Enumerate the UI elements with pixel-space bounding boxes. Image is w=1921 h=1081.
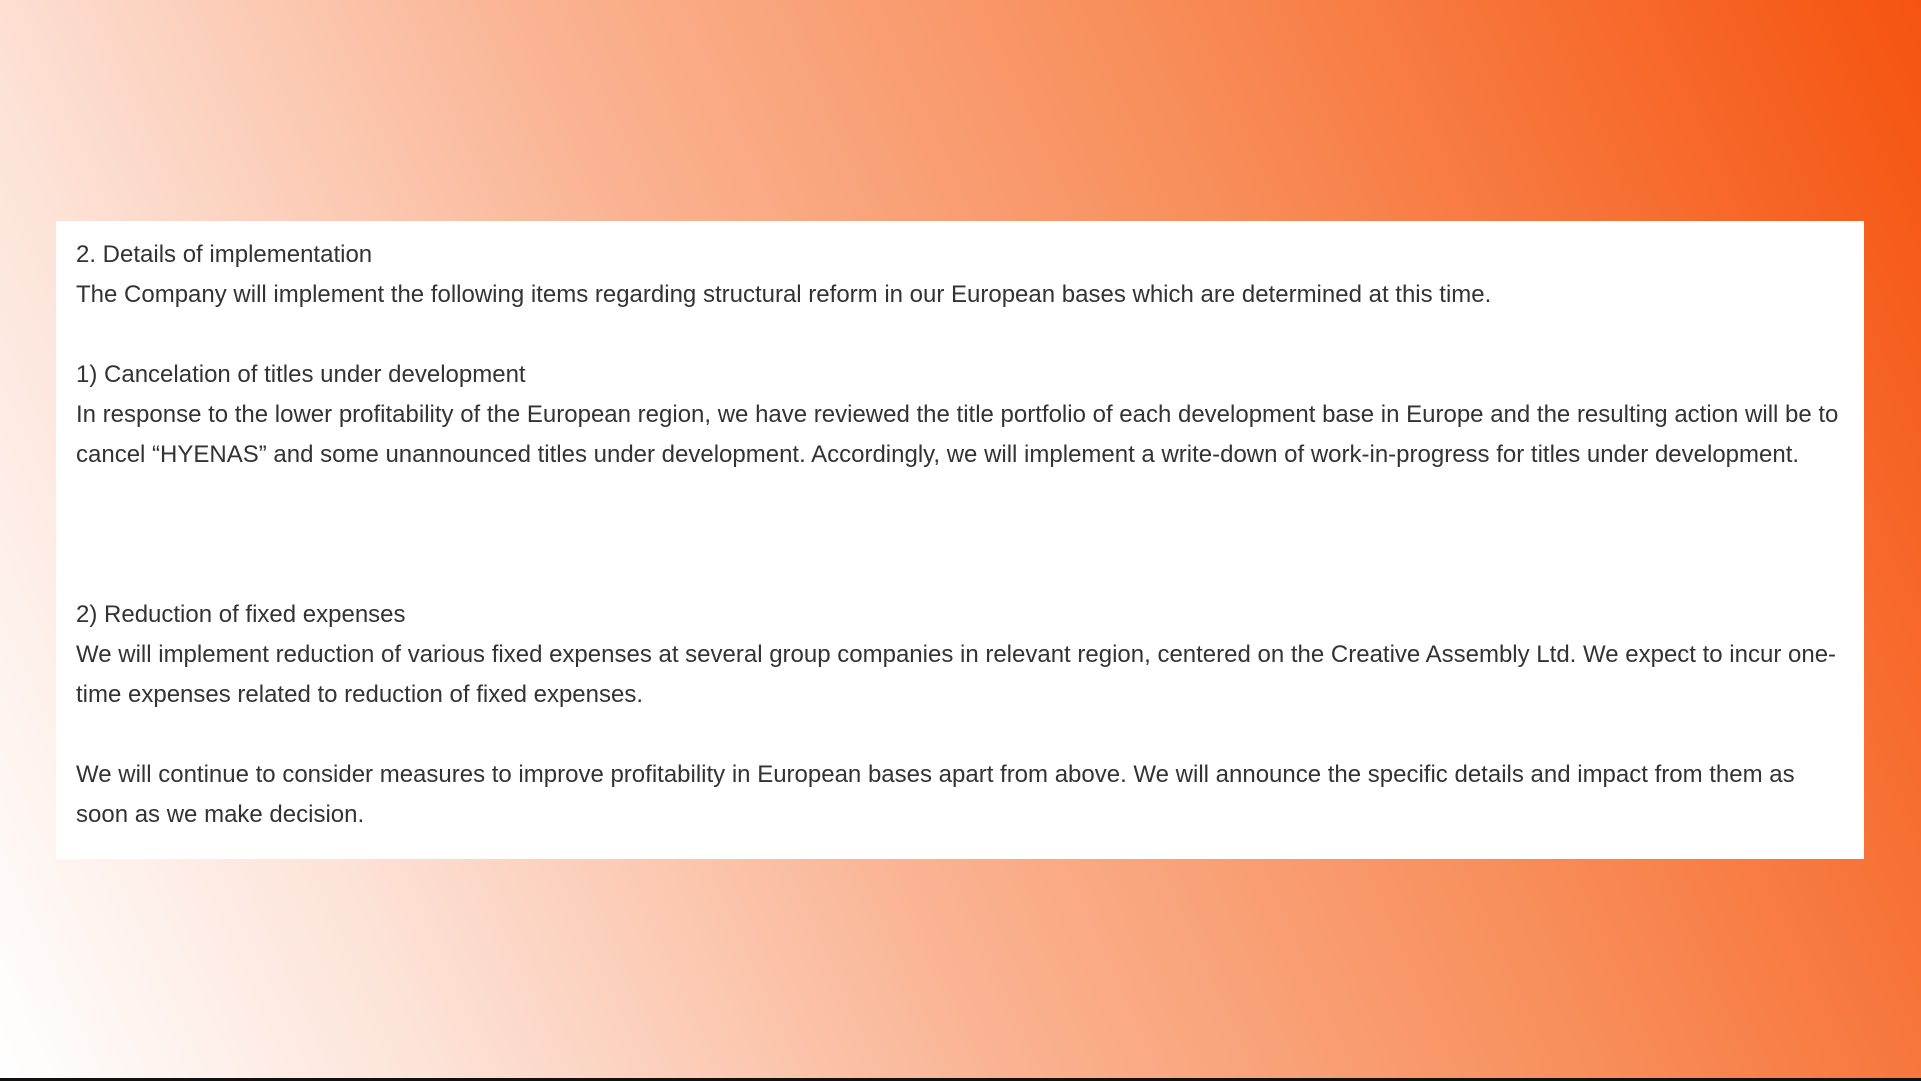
section-heading: 2. Details of implementation (76, 241, 373, 268)
closing-paragraph: We will continue to consider measures to improve profitability in European bases apart from above. We will announce the specific details and impact from them as soon as we make decision. (76, 761, 1795, 828)
spacer (76, 475, 1844, 595)
announcement-card (56, 221, 1864, 859)
intro-paragraph: The Company will implement the following items regarding structural reform in our European bases which are determined at this time. (76, 281, 1492, 308)
item-2-body: We will implement reduction of various fixed expenses at several group companies in relevant region, centered on the Creative Assembly Ltd. We expect to incur one-time expenses related to reduction of fixed expenses. (76, 641, 1837, 708)
item-2-title: 2) Reduction of fixed expenses (76, 601, 406, 628)
spacer (76, 315, 1844, 355)
item-1-title: 1) Cancelation of titles under development (76, 361, 526, 388)
spacer (76, 715, 1844, 755)
item-1-body: In response to the lower profitability of the European region, we have reviewed the title portfolio of each development base in Europe and the resulting action will be to cancel “HYENAS” and some unannounced titles under development. Accordingly, we will implement a write-down of work-in-progress for titles under development. (76, 401, 1839, 468)
